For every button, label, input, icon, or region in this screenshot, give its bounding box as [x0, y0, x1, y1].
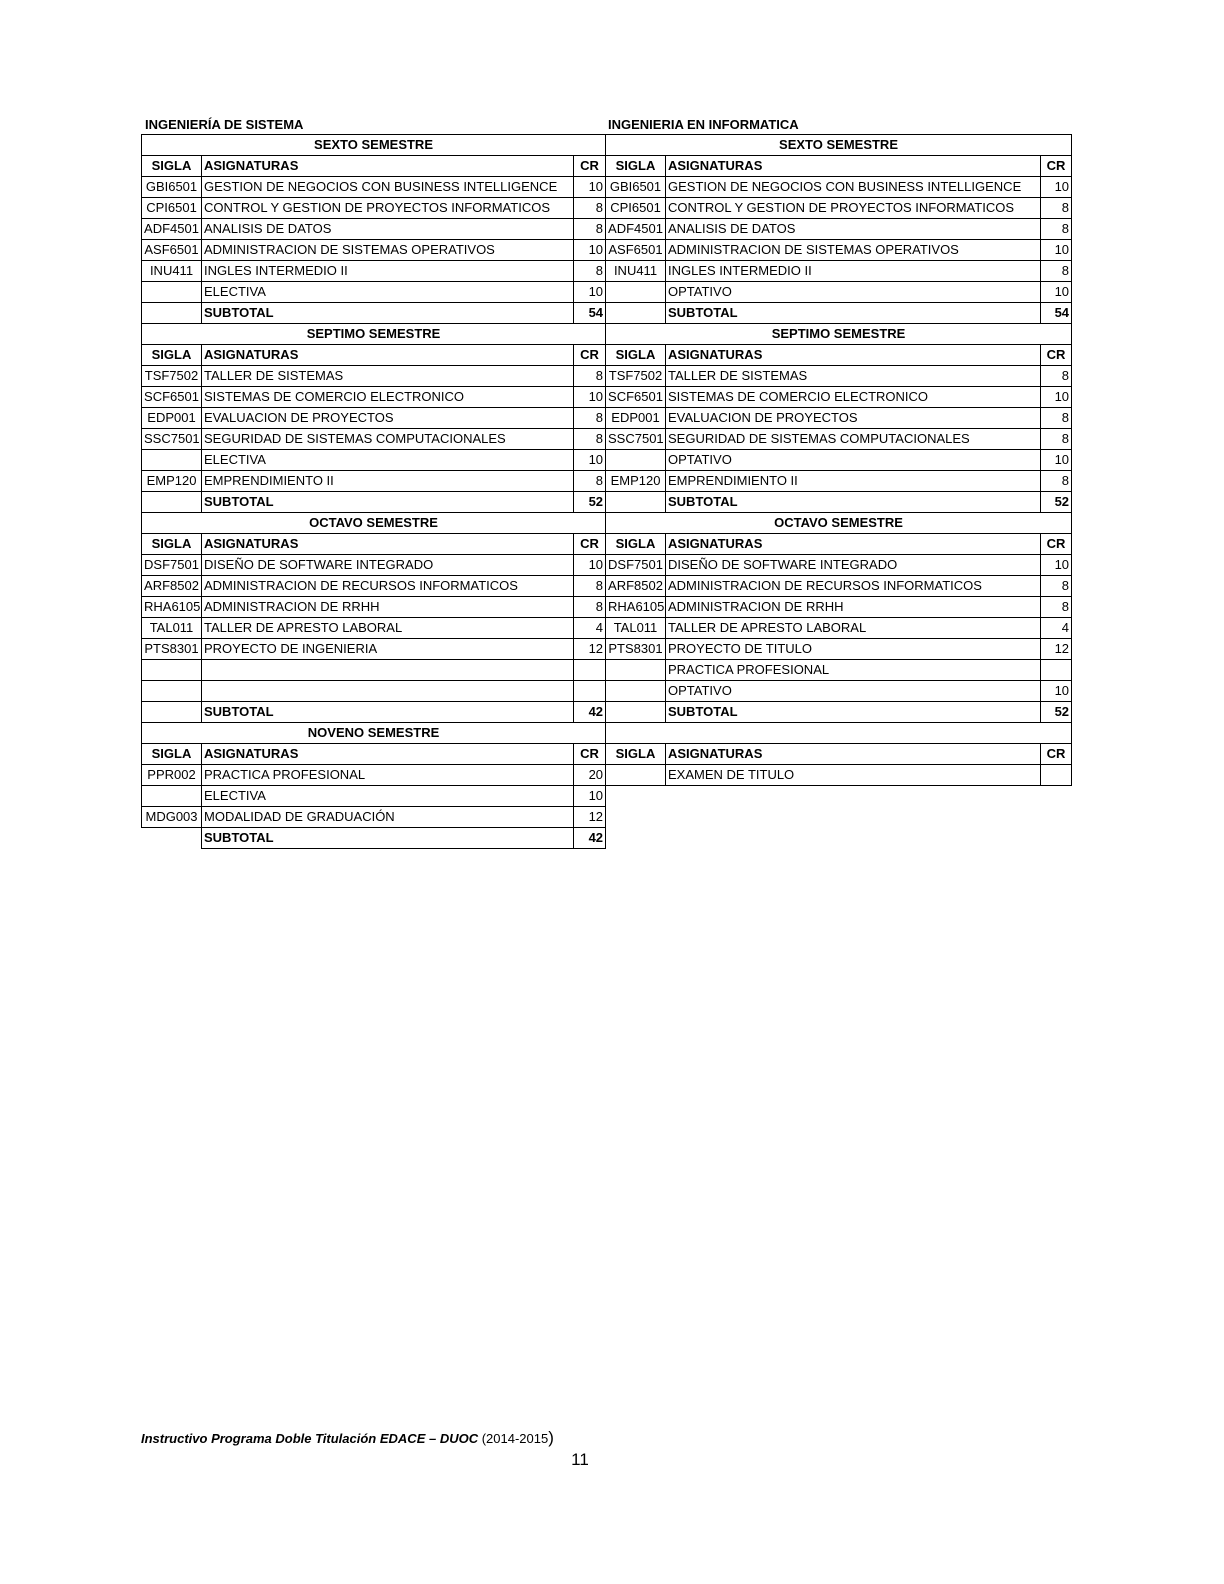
- course-name: ANALISIS DE DATOS: [202, 219, 574, 240]
- subtotal-empty-cell: [142, 828, 202, 849]
- course-code: [142, 450, 202, 471]
- table-row: [142, 240, 606, 261]
- header-cr: CR: [574, 345, 606, 366]
- course-credits: 8: [1041, 408, 1072, 429]
- course-code: [142, 681, 202, 702]
- course-name: SISTEMAS DE COMERCIO ELECTRONICO: [666, 387, 1041, 408]
- course-credits: 10: [574, 555, 606, 576]
- course-name: ELECTIVA: [202, 450, 574, 471]
- course-name: ANALISIS DE DATOS: [666, 219, 1041, 240]
- program-title-left: INGENIERÍA DE SISTEMA: [145, 117, 304, 132]
- table-row: [606, 450, 1072, 471]
- course-credits: 10: [574, 282, 606, 303]
- curriculum-table-right: [605, 134, 1072, 786]
- course-code: TSF7502: [142, 366, 202, 387]
- semester-title: OCTAVO SEMESTRE: [142, 513, 606, 534]
- subtotal-value: 42: [574, 828, 606, 849]
- course-credits: 12: [574, 639, 606, 660]
- course-credits: 8: [1041, 261, 1072, 282]
- course-credits: [574, 681, 606, 702]
- table-row: [606, 366, 1072, 387]
- course-code: SCF6501: [606, 387, 666, 408]
- course-name: ADMINISTRACION DE RRHH: [666, 597, 1041, 618]
- course-name: ELECTIVA: [202, 282, 574, 303]
- semester-title-row: [142, 723, 606, 744]
- subtotal-empty-cell: [606, 702, 666, 723]
- course-code: SSC7501: [606, 429, 666, 450]
- course-code: ASF6501: [142, 240, 202, 261]
- header-sigla: SIGLA: [142, 156, 202, 177]
- course-name: EVALUACION DE PROYECTOS: [666, 408, 1041, 429]
- course-credits: 8: [574, 366, 606, 387]
- header-asignaturas: ASIGNATURAS: [666, 744, 1041, 765]
- table-row: [606, 282, 1072, 303]
- course-name: PRACTICA PROFESIONAL: [666, 660, 1041, 681]
- course-code: CPI6501: [142, 198, 202, 219]
- column-header-row: [606, 744, 1072, 765]
- course-credits: 8: [574, 198, 606, 219]
- course-name: [202, 681, 574, 702]
- course-code: TAL011: [606, 618, 666, 639]
- course-credits: [1041, 660, 1072, 681]
- course-code: EDP001: [142, 408, 202, 429]
- subtotal-label: SUBTOTAL: [202, 303, 574, 324]
- header-asignaturas: ASIGNATURAS: [666, 156, 1041, 177]
- course-name: SEGURIDAD DE SISTEMAS COMPUTACIONALES: [666, 429, 1041, 450]
- table-row: [606, 261, 1072, 282]
- table-row: [142, 177, 606, 198]
- semester-title-row: [142, 324, 606, 345]
- header-sigla: SIGLA: [606, 534, 666, 555]
- column-header-row: [606, 156, 1072, 177]
- header-cr: CR: [1041, 534, 1072, 555]
- course-code: ADF4501: [606, 219, 666, 240]
- header-sigla: SIGLA: [606, 156, 666, 177]
- course-code: TSF7502: [606, 366, 666, 387]
- semester-title: NOVENO SEMESTRE: [142, 723, 606, 744]
- course-credits: 8: [1041, 429, 1072, 450]
- table-row: [606, 408, 1072, 429]
- subtotal-empty-cell: [142, 492, 202, 513]
- course-name: SISTEMAS DE COMERCIO ELECTRONICO: [202, 387, 574, 408]
- table-row: [606, 429, 1072, 450]
- course-name: EMPRENDIMIENTO II: [666, 471, 1041, 492]
- table-row: [142, 366, 606, 387]
- footer-title-text: Instructivo Programa Doble Titulación EDACE – DUOC: [141, 1431, 479, 1446]
- column-header-row: [606, 534, 1072, 555]
- course-credits: 10: [1041, 282, 1072, 303]
- table-row: [606, 681, 1072, 702]
- course-credits: 8: [1041, 597, 1072, 618]
- course-credits: 10: [574, 387, 606, 408]
- course-name: EXAMEN DE TITULO: [666, 765, 1041, 786]
- course-credits: 10: [1041, 387, 1072, 408]
- table-row: [142, 681, 606, 702]
- header-asignaturas: ASIGNATURAS: [202, 156, 574, 177]
- header-cr: CR: [1041, 744, 1072, 765]
- course-code: [142, 660, 202, 681]
- header-asignaturas: ASIGNATURAS: [666, 345, 1041, 366]
- subtotal-label: SUBTOTAL: [202, 702, 574, 723]
- course-code: TAL011: [142, 618, 202, 639]
- course-name: ELECTIVA: [202, 786, 574, 807]
- course-credits: 4: [574, 618, 606, 639]
- subtotal-row: [142, 828, 606, 849]
- course-credits: 8: [574, 219, 606, 240]
- course-name: OPTATIVO: [666, 450, 1041, 471]
- subtotal-label: SUBTOTAL: [666, 492, 1041, 513]
- column-header-row: [142, 156, 606, 177]
- footer-close-paren: ): [548, 1428, 554, 1447]
- course-code: RHA6105: [606, 597, 666, 618]
- course-name: ADMINISTRACION DE SISTEMAS OPERATIVOS: [202, 240, 574, 261]
- course-name: EVALUACION DE PROYECTOS: [202, 408, 574, 429]
- course-credits: 20: [574, 765, 606, 786]
- table-row: [142, 576, 606, 597]
- course-code: RHA6105: [142, 597, 202, 618]
- header-sigla: SIGLA: [142, 534, 202, 555]
- subtotal-label: SUBTOTAL: [202, 492, 574, 513]
- course-credits: 8: [574, 471, 606, 492]
- course-name: TALLER DE SISTEMAS: [202, 366, 574, 387]
- course-name: GESTION DE NEGOCIOS CON BUSINESS INTELLIGENCE: [666, 177, 1041, 198]
- curriculum-table-left: [141, 134, 606, 849]
- table-row: [142, 429, 606, 450]
- course-name: MODALIDAD DE GRADUACIÓN: [202, 807, 574, 828]
- semester-title-row: [606, 723, 1072, 744]
- subtotal-value: 42: [574, 702, 606, 723]
- table-row: [606, 471, 1072, 492]
- course-code: EDP001: [606, 408, 666, 429]
- table-row: [142, 660, 606, 681]
- header-cr: CR: [1041, 156, 1072, 177]
- course-code: [142, 786, 202, 807]
- course-name: PROYECTO DE TITULO: [666, 639, 1041, 660]
- semester-title: [606, 723, 1072, 744]
- course-name: INGLES INTERMEDIO II: [666, 261, 1041, 282]
- subtotal-row: [142, 303, 606, 324]
- course-credits: 8: [574, 408, 606, 429]
- course-name: SEGURIDAD DE SISTEMAS COMPUTACIONALES: [202, 429, 574, 450]
- course-code: SCF6501: [142, 387, 202, 408]
- course-credits: 10: [574, 786, 606, 807]
- course-credits: 4: [1041, 618, 1072, 639]
- semester-title: OCTAVO SEMESTRE: [606, 513, 1072, 534]
- semester-title-row: [606, 513, 1072, 534]
- header-asignaturas: ASIGNATURAS: [202, 744, 574, 765]
- semester-title-row: [142, 135, 606, 156]
- subtotal-value: 54: [574, 303, 606, 324]
- course-code: GBI6501: [142, 177, 202, 198]
- course-code: CPI6501: [606, 198, 666, 219]
- table-row: [142, 618, 606, 639]
- course-credits: 10: [1041, 450, 1072, 471]
- semester-title-row: [142, 513, 606, 534]
- program-title-right: INGENIERIA EN INFORMATICA: [608, 117, 799, 132]
- course-code: INU411: [142, 261, 202, 282]
- course-code: [606, 681, 666, 702]
- semester-title: SEPTIMO SEMESTRE: [606, 324, 1072, 345]
- course-code: ARF8502: [142, 576, 202, 597]
- table-row: [606, 639, 1072, 660]
- course-name: TALLER DE APRESTO LABORAL: [666, 618, 1041, 639]
- course-name: CONTROL Y GESTION DE PROYECTOS INFORMATICOS: [202, 198, 574, 219]
- table-row: [142, 198, 606, 219]
- course-code: PPR002: [142, 765, 202, 786]
- course-name: TALLER DE APRESTO LABORAL: [202, 618, 574, 639]
- semester-title: SEXTO SEMESTRE: [142, 135, 606, 156]
- table-row: [606, 219, 1072, 240]
- semester-title: SEXTO SEMESTRE: [606, 135, 1072, 156]
- course-code: PTS8301: [142, 639, 202, 660]
- course-credits: [1041, 765, 1072, 786]
- course-code: SSC7501: [142, 429, 202, 450]
- course-credits: 10: [1041, 240, 1072, 261]
- subtotal-empty-cell: [606, 492, 666, 513]
- course-code: ADF4501: [142, 219, 202, 240]
- header-sigla: SIGLA: [142, 744, 202, 765]
- subtotal-row: [606, 303, 1072, 324]
- header-cr: CR: [574, 744, 606, 765]
- header-sigla: SIGLA: [606, 744, 666, 765]
- course-credits: 10: [574, 177, 606, 198]
- header-asignaturas: ASIGNATURAS: [666, 534, 1041, 555]
- page-number: 11: [571, 1450, 589, 1469]
- course-code: [142, 282, 202, 303]
- subtotal-label: SUBTOTAL: [666, 702, 1041, 723]
- footer-period: (2014-2015: [481, 1431, 549, 1446]
- course-name: CONTROL Y GESTION DE PROYECTOS INFORMATICOS: [666, 198, 1041, 219]
- header-cr: CR: [574, 156, 606, 177]
- course-credits: 12: [574, 807, 606, 828]
- course-name: OPTATIVO: [666, 282, 1041, 303]
- table-row: [142, 408, 606, 429]
- course-credits: 10: [574, 240, 606, 261]
- table-row: [606, 576, 1072, 597]
- header-cr: CR: [1041, 345, 1072, 366]
- table-row: [142, 786, 606, 807]
- table-row: [606, 198, 1072, 219]
- subtotal-value: 52: [1041, 702, 1072, 723]
- table-row: [142, 387, 606, 408]
- course-code: EMP120: [142, 471, 202, 492]
- course-code: GBI6501: [606, 177, 666, 198]
- course-name: ADMINISTRACION DE RECURSOS INFORMATICOS: [202, 576, 574, 597]
- course-code: [606, 765, 666, 786]
- course-code: DSF7501: [142, 555, 202, 576]
- column-header-row: [606, 345, 1072, 366]
- course-code: [606, 450, 666, 471]
- header-sigla: SIGLA: [142, 345, 202, 366]
- subtotal-row: [606, 492, 1072, 513]
- course-credits: 8: [1041, 219, 1072, 240]
- table-row: [606, 555, 1072, 576]
- column-header-row: [142, 744, 606, 765]
- course-name: GESTION DE NEGOCIOS CON BUSINESS INTELLIGENCE: [202, 177, 574, 198]
- subtotal-empty-cell: [142, 303, 202, 324]
- table-row: [606, 240, 1072, 261]
- subtotal-row: [142, 702, 606, 723]
- subtotal-empty-cell: [142, 702, 202, 723]
- course-credits: 8: [574, 429, 606, 450]
- course-credits: 8: [1041, 471, 1072, 492]
- course-code: MDG003: [142, 807, 202, 828]
- course-credits: 10: [1041, 681, 1072, 702]
- course-code: DSF7501: [606, 555, 666, 576]
- course-name: OPTATIVO: [666, 681, 1041, 702]
- course-credits: [574, 660, 606, 681]
- table-row: [142, 282, 606, 303]
- header-asignaturas: ASIGNATURAS: [202, 534, 574, 555]
- subtotal-value: 52: [1041, 492, 1072, 513]
- course-code: ASF6501: [606, 240, 666, 261]
- table-row: [142, 261, 606, 282]
- course-credits: 8: [574, 597, 606, 618]
- column-header-row: [142, 345, 606, 366]
- table-row: [606, 618, 1072, 639]
- course-name: ADMINISTRACION DE SISTEMAS OPERATIVOS: [666, 240, 1041, 261]
- table-row: [606, 177, 1072, 198]
- subtotal-label: SUBTOTAL: [202, 828, 574, 849]
- table-row: [606, 765, 1072, 786]
- header-asignaturas: ASIGNATURAS: [202, 345, 574, 366]
- course-name: PRACTICA PROFESIONAL: [202, 765, 574, 786]
- course-credits: 10: [574, 450, 606, 471]
- course-code: EMP120: [606, 471, 666, 492]
- course-code: PTS8301: [606, 639, 666, 660]
- course-name: TALLER DE SISTEMAS: [666, 366, 1041, 387]
- table-row: [142, 219, 606, 240]
- semester-title-row: [606, 324, 1072, 345]
- course-code: [606, 660, 666, 681]
- subtotal-row: [606, 702, 1072, 723]
- course-credits: 12: [1041, 639, 1072, 660]
- course-name: PROYECTO DE INGENIERIA: [202, 639, 574, 660]
- table-row: [606, 660, 1072, 681]
- course-name: DISEÑO DE SOFTWARE INTEGRADO: [666, 555, 1041, 576]
- course-credits: 8: [1041, 198, 1072, 219]
- table-row: [606, 597, 1072, 618]
- table-row: [142, 450, 606, 471]
- semester-title-row: [606, 135, 1072, 156]
- course-credits: 10: [1041, 555, 1072, 576]
- table-row: [142, 555, 606, 576]
- header-cr: CR: [574, 534, 606, 555]
- table-row: [142, 807, 606, 828]
- course-credits: 10: [1041, 177, 1072, 198]
- semester-title: SEPTIMO SEMESTRE: [142, 324, 606, 345]
- subtotal-empty-cell: [606, 303, 666, 324]
- course-credits: 8: [1041, 366, 1072, 387]
- table-row: [142, 597, 606, 618]
- header-sigla: SIGLA: [606, 345, 666, 366]
- course-credits: 8: [574, 261, 606, 282]
- course-name: ADMINISTRACION DE RECURSOS INFORMATICOS: [666, 576, 1041, 597]
- table-row: [142, 765, 606, 786]
- table-row: [142, 471, 606, 492]
- course-name: ADMINISTRACION DE RRHH: [202, 597, 574, 618]
- course-credits: 8: [1041, 576, 1072, 597]
- course-name: DISEÑO DE SOFTWARE INTEGRADO: [202, 555, 574, 576]
- course-code: [606, 282, 666, 303]
- course-code: ARF8502: [606, 576, 666, 597]
- subtotal-value: 54: [1041, 303, 1072, 324]
- table-row: [606, 387, 1072, 408]
- course-name: [202, 660, 574, 681]
- course-name: EMPRENDIMIENTO II: [202, 471, 574, 492]
- course-name: INGLES INTERMEDIO II: [202, 261, 574, 282]
- table-row: [142, 639, 606, 660]
- footer-document-title: [141, 1428, 554, 1448]
- column-header-row: [142, 534, 606, 555]
- course-credits: 8: [574, 576, 606, 597]
- subtotal-row: [142, 492, 606, 513]
- subtotal-value: 52: [574, 492, 606, 513]
- subtotal-label: SUBTOTAL: [666, 303, 1041, 324]
- course-code: INU411: [606, 261, 666, 282]
